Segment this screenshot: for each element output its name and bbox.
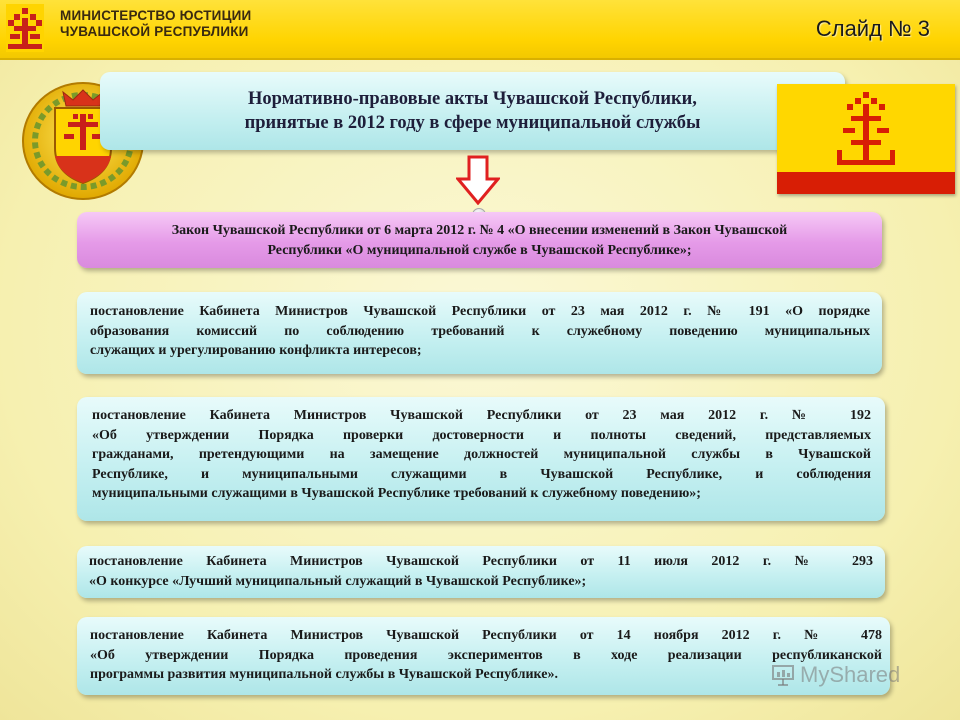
act-text-line: «Об утверждении Порядка проведения экспериментов в ходе реализации республиканской <box>90 647 882 663</box>
act-box-law <box>77 212 882 268</box>
act-text-line: Республике, и муниципальными служащими в Чувашской Республике, и соблюдения <box>92 466 871 482</box>
ministry-name-line2: ЧУВАШСКОЙ РЕСПУБЛИКИ <box>60 24 249 39</box>
header-bar <box>0 0 960 60</box>
act-box-resolution-478 <box>77 617 890 695</box>
act-text-line: постановление Кабинета Министров Чувашской Республики от 11 июля 2012 г. № 293 <box>89 554 873 569</box>
act-text-line: постановление Кабинета Министров Чувашской Республики от 14 ноября 2012 г. № 478 <box>90 628 882 643</box>
title-box <box>100 72 845 150</box>
act-text-line: постановление Кабинета Министров Чувашской Республики от 23 мая 2012 г. № 191 «О порядке <box>90 304 870 319</box>
slide-number: Слайд № 3 <box>815 16 930 41</box>
act-box-resolution-293 <box>77 546 885 598</box>
act-text-line: постановление Кабинета Министров Чувашской Республики от 23 мая 2012 г. № 192 <box>92 408 871 423</box>
act-text-line: Закон Чувашской Республики от 6 марта 2012 г. № 4 «О внесении изменений в Закон Чувашской <box>171 223 788 238</box>
act-text-line: Республики «О муниципальной службе в Чувашской Республике»; <box>267 242 692 258</box>
act-text-line: программы развития муниципальной службы в Чувашской Республике». <box>90 667 558 682</box>
slide-title-line1: Нормативно-правовые акты Чувашской Республики, <box>248 89 697 109</box>
down-arrow-icon <box>456 155 500 205</box>
chuvash-emblem-icon <box>6 4 44 52</box>
act-text-line: образования комиссий по соблюдению требований к служебному поведению муниципальных <box>90 323 870 339</box>
act-text-line: «Об утверждении Порядка проверки достоверности и полноты сведений, представляемых <box>92 427 871 443</box>
act-box-resolution-191 <box>77 292 882 374</box>
act-text-line: «О конкурсе «Лучший муниципальный служащий в Чувашской Республике»; <box>89 573 587 589</box>
act-text-line: муниципальными служащими в Чувашской Республике требований к служебному поведению»; <box>92 486 701 501</box>
slide-title-line2: принятые в 2012 году в сфере муниципальной службы <box>244 113 701 133</box>
slide-title <box>245 87 701 135</box>
act-box-resolution-192 <box>77 397 885 521</box>
watermark <box>770 660 900 690</box>
ministry-name-line1: МИНИСТЕРСТВО ЮСТИЦИИ <box>60 8 252 23</box>
watermark-text: MyShared <box>800 662 901 687</box>
act-text-line: гражданами, претендующими на замещение должностей муниципальной службы в Чувашской <box>92 447 871 462</box>
chuvash-flag-icon <box>777 84 955 194</box>
act-text-line: служащих и урегулированию конфликта интересов; <box>90 343 422 358</box>
ministry-name <box>60 8 251 40</box>
presentation-icon <box>770 662 796 688</box>
